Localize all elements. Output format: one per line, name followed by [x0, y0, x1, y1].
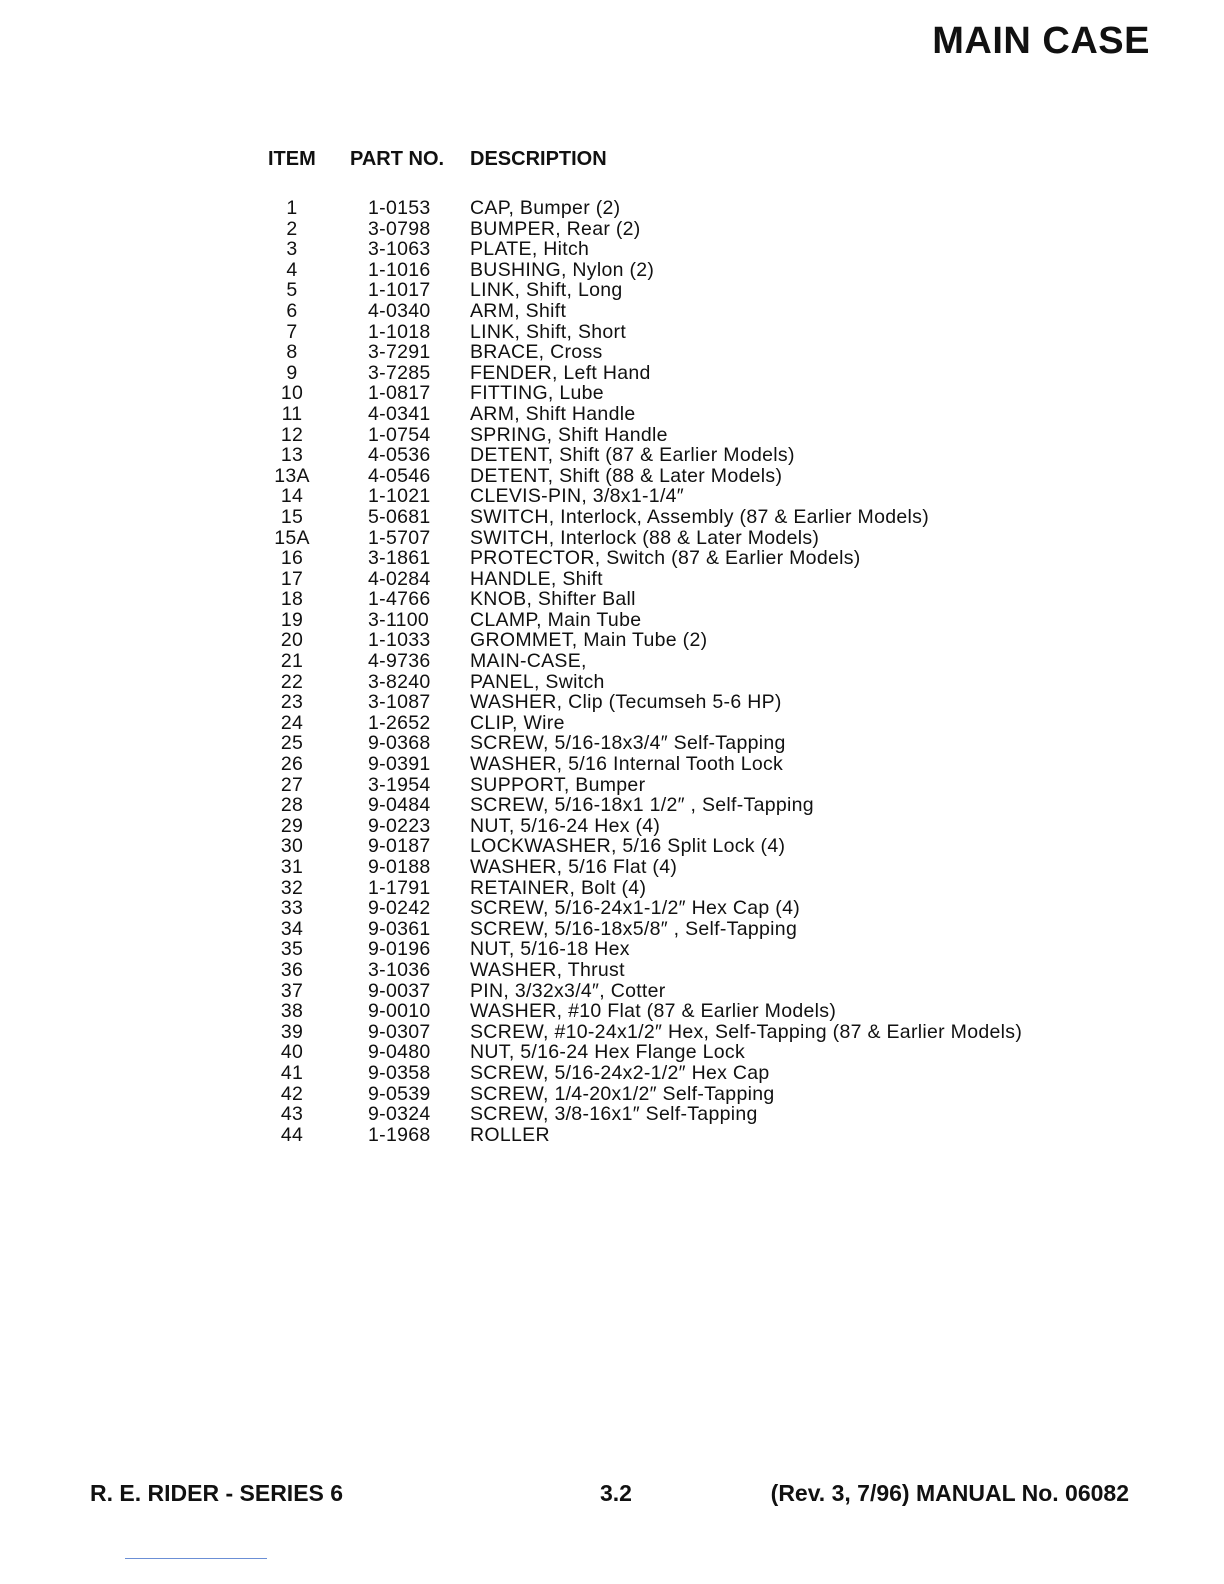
part-number: 1-0817	[368, 382, 431, 405]
part-number: 1-5707	[368, 526, 431, 549]
part-number: 9-0307	[368, 1020, 431, 1043]
part-number: 4-9736	[368, 650, 431, 673]
table-row	[0, 795, 1224, 816]
part-description: SWITCH, Interlock, Assembly (87 & Earlier Models)	[470, 505, 929, 528]
part-description: SWITCH, Interlock (88 & Later Models)	[470, 526, 820, 549]
item-number: 30	[280, 835, 304, 858]
part-number: 4-0340	[368, 299, 431, 322]
item-number: 39	[280, 1020, 304, 1043]
part-number: 1-1033	[368, 629, 431, 652]
column-header-description: DESCRIPTION	[470, 148, 607, 170]
part-number: 1-1968	[368, 1123, 431, 1146]
part-description: WASHER, Clip (Tecumseh 5-6 HP)	[470, 691, 782, 714]
part-description: SCREW, #10-24x1/2″ Hex, Self-Tapping (87 & Earlier Models)	[470, 1020, 1023, 1043]
part-number: 3-1063	[368, 238, 431, 261]
part-number: 3-1100	[368, 608, 430, 631]
part-description: PLATE, Hitch	[470, 238, 590, 261]
item-number: 9	[286, 361, 298, 384]
part-number: 4-0536	[368, 444, 431, 467]
part-number: 3-1954	[368, 773, 431, 796]
part-description: ARM, Shift Handle	[470, 402, 636, 425]
item-number: 13A	[274, 464, 310, 487]
part-number: 9-0391	[368, 753, 431, 776]
item-number: 17	[280, 567, 304, 590]
part-description: BRACE, Cross	[470, 341, 603, 364]
part-description: DETENT, Shift (88 & Later Models)	[470, 464, 783, 487]
item-number: 34	[280, 917, 304, 940]
item-number: 24	[280, 711, 304, 734]
table-row	[0, 219, 1224, 240]
table-row	[0, 198, 1224, 219]
part-description: FITTING, Lube	[470, 382, 604, 405]
table-row	[0, 1084, 1224, 1105]
table-row	[0, 404, 1224, 425]
part-number: 3-1861	[368, 547, 431, 570]
item-number: 14	[280, 485, 304, 508]
table-row	[0, 754, 1224, 775]
table-row	[0, 919, 1224, 940]
part-number: 1-0153	[368, 197, 431, 219]
part-description: CLAMP, Main Tube	[470, 608, 642, 631]
item-number: 27	[280, 773, 304, 796]
part-description: BUMPER, Rear (2)	[470, 217, 641, 240]
item-number: 36	[280, 958, 304, 981]
item-number: 23	[280, 691, 304, 714]
table-row	[0, 342, 1224, 363]
part-description: WASHER, 5/16 Flat (4)	[470, 856, 678, 878]
table-row	[0, 713, 1224, 734]
part-description: CAP, Bumper (2)	[470, 197, 621, 219]
page-title: MAIN CASE	[932, 20, 1150, 62]
part-description: DETENT, Shift (87 & Earlier Models)	[470, 444, 795, 467]
part-description: LOCKWASHER, 5/16 Split Lock (4)	[470, 835, 786, 858]
page-footer	[0, 1480, 1224, 1510]
item-number: 12	[280, 423, 304, 446]
footer-manual-revision: (Rev. 3, 7/96) MANUAL No. 06082	[770, 1480, 1129, 1506]
part-number: 9-0223	[368, 814, 431, 837]
part-number: 1-2652	[368, 711, 431, 734]
table-row	[0, 1104, 1224, 1125]
item-number: 6	[286, 299, 298, 322]
table-row	[0, 878, 1224, 899]
item-number: 19	[280, 608, 304, 631]
part-description: HANDLE, Shift	[470, 567, 603, 590]
part-description: WASHER, 5/16 Internal Tooth Lock	[470, 753, 784, 776]
item-number: 18	[280, 588, 304, 611]
part-description: LINK, Shift, Long	[470, 279, 623, 302]
item-number: 13	[280, 444, 304, 467]
part-description: PROTECTOR, Switch (87 & Earlier Models)	[470, 547, 861, 570]
part-description: WASHER, Thrust	[470, 958, 625, 981]
part-number: 3-7285	[368, 361, 431, 384]
item-number: 15	[280, 505, 304, 528]
item-number: 38	[280, 1000, 304, 1023]
item-number: 8	[286, 341, 298, 364]
part-number: 9-0368	[368, 732, 431, 755]
part-number: 1-4766	[368, 588, 431, 611]
item-number: 26	[280, 753, 304, 776]
part-number: 3-1087	[368, 691, 431, 714]
part-number: 4-0284	[368, 567, 431, 590]
part-description: NUT, 5/16-24 Hex Flange Lock	[470, 1041, 746, 1064]
part-description: SCREW, 5/16-18x1 1/2″ , Self-Tapping	[470, 794, 814, 817]
item-number: 16	[280, 547, 304, 570]
part-description: ROLLER	[470, 1123, 550, 1146]
part-number: 4-0546	[368, 464, 431, 487]
table-row	[0, 486, 1224, 507]
part-description: SPRING, Shift Handle	[470, 423, 668, 446]
part-number: 9-0361	[368, 917, 431, 940]
part-description: SCREW, 5/16-18x5/8″ , Self-Tapping	[470, 917, 798, 940]
part-number: 9-0187	[368, 835, 431, 858]
item-number: 31	[280, 856, 304, 878]
table-row	[0, 260, 1224, 281]
part-number: 1-1017	[368, 279, 431, 302]
item-number: 3	[286, 238, 298, 261]
item-number: 5	[286, 279, 298, 302]
part-number: 9-0188	[368, 856, 431, 878]
table-row	[0, 569, 1224, 590]
part-description: SUPPORT, Bumper	[470, 773, 646, 796]
item-number: 40	[280, 1041, 304, 1064]
table-row	[0, 445, 1224, 466]
part-description: RETAINER, Bolt (4)	[470, 876, 647, 899]
part-description: FENDER, Left Hand	[470, 361, 651, 384]
table-row	[0, 939, 1224, 960]
bottom-divider	[125, 1558, 267, 1559]
item-number: 37	[280, 979, 304, 1002]
part-description: KNOB, Shifter Ball	[470, 588, 636, 611]
table-row	[0, 898, 1224, 919]
footer-page-number: 3.2	[600, 1480, 632, 1506]
part-number: 9-0242	[368, 897, 431, 920]
part-number: 9-0037	[368, 979, 431, 1002]
table-row	[0, 775, 1224, 796]
item-number: 29	[280, 814, 304, 837]
footer-model: R. E. RIDER - SERIES 6	[90, 1480, 344, 1506]
table-row	[0, 610, 1224, 631]
part-description: SCREW, 5/16-24x1-1/2″ Hex Cap (4)	[470, 897, 801, 920]
table-row	[0, 960, 1224, 981]
table-row	[0, 692, 1224, 713]
table-row	[0, 981, 1224, 1002]
item-number: 1	[286, 197, 298, 219]
table-row	[0, 239, 1224, 260]
column-header-item: ITEM	[268, 148, 316, 170]
item-number: 15A	[274, 526, 310, 549]
item-number: 4	[286, 258, 298, 281]
table-row	[0, 383, 1224, 404]
part-number: 9-0484	[368, 794, 431, 817]
item-number: 43	[280, 1103, 304, 1126]
part-description: PIN, 3/32x3/4″, Cotter	[470, 979, 666, 1002]
table-row	[0, 816, 1224, 837]
part-description: SCREW, 5/16-24x2-1/2″ Hex Cap	[470, 1061, 770, 1084]
item-number: 44	[280, 1123, 304, 1146]
part-number: 9-0010	[368, 1000, 431, 1023]
table-row	[0, 301, 1224, 322]
part-number: 9-0324	[368, 1103, 431, 1126]
table-row	[0, 672, 1224, 693]
item-number: 2	[286, 217, 298, 240]
table-row	[0, 466, 1224, 487]
part-number: 1-1016	[368, 258, 431, 281]
table-row	[0, 630, 1224, 651]
table-row	[0, 836, 1224, 857]
part-number: 9-0196	[368, 938, 431, 961]
part-number: 9-0480	[368, 1041, 431, 1064]
part-number: 9-0539	[368, 1082, 431, 1105]
part-description: BUSHING, Nylon (2)	[470, 258, 655, 281]
item-number: 20	[280, 629, 304, 652]
part-number: 3-8240	[368, 670, 431, 693]
item-number: 25	[280, 732, 304, 755]
part-description: GROMMET, Main Tube (2)	[470, 629, 708, 652]
part-description: NUT, 5/16-24 Hex (4)	[470, 814, 661, 837]
item-number: 7	[286, 320, 298, 343]
part-description: SCREW, 5/16-18x3/4″ Self-Tapping	[470, 732, 786, 755]
item-number: 22	[280, 670, 304, 693]
item-number: 33	[280, 897, 304, 920]
table-row	[0, 507, 1224, 528]
item-number: 21	[280, 650, 304, 673]
table-row	[0, 589, 1224, 610]
part-description: PANEL, Switch	[470, 670, 605, 693]
item-number: 35	[280, 938, 304, 961]
item-number: 11	[281, 402, 303, 425]
table-row	[0, 1022, 1224, 1043]
table-row	[0, 1125, 1224, 1146]
table-header	[0, 148, 1224, 174]
part-description: CLEVIS-PIN, 3/8x1-1/4″	[470, 485, 685, 508]
part-description: WASHER, #10 Flat (87 & Earlier Models)	[470, 1000, 837, 1023]
table-row	[0, 280, 1224, 301]
part-description: CLIP, Wire	[470, 711, 565, 734]
part-number: 1-1021	[368, 485, 431, 508]
table-row	[0, 651, 1224, 672]
parts-list	[0, 198, 1224, 1145]
table-row	[0, 425, 1224, 446]
table-row	[0, 1001, 1224, 1022]
part-number: 3-7291	[368, 341, 431, 364]
table-row	[0, 528, 1224, 549]
part-number: 9-0358	[368, 1061, 431, 1084]
part-number: 5-0681	[368, 505, 431, 528]
column-header-part-no: PART NO.	[350, 148, 445, 170]
table-row	[0, 1042, 1224, 1063]
part-number: 4-0341	[368, 402, 431, 425]
item-number: 10	[280, 382, 304, 405]
part-number: 1-1791	[368, 876, 431, 899]
table-row	[0, 857, 1224, 878]
part-description: NUT, 5/16-18 Hex	[470, 938, 630, 961]
table-row	[0, 1063, 1224, 1084]
item-number: 41	[280, 1061, 304, 1084]
table-row	[0, 733, 1224, 754]
table-row	[0, 363, 1224, 384]
part-description: SCREW, 1/4-20x1/2″ Self-Tapping	[470, 1082, 775, 1105]
table-row	[0, 322, 1224, 343]
part-description: ARM, Shift	[470, 299, 567, 322]
item-number: 42	[280, 1082, 304, 1105]
table-row	[0, 548, 1224, 569]
part-description: SCREW, 3/8-16x1″ Self-Tapping	[470, 1103, 758, 1126]
part-number: 3-1036	[368, 958, 431, 981]
part-number: 1-0754	[368, 423, 431, 446]
part-number: 1-1018	[368, 320, 431, 343]
part-description: MAIN-CASE,	[470, 650, 587, 673]
part-description: LINK, Shift, Short	[470, 320, 627, 343]
part-number: 3-0798	[368, 217, 431, 240]
item-number: 32	[280, 876, 304, 899]
item-number: 28	[280, 794, 304, 817]
